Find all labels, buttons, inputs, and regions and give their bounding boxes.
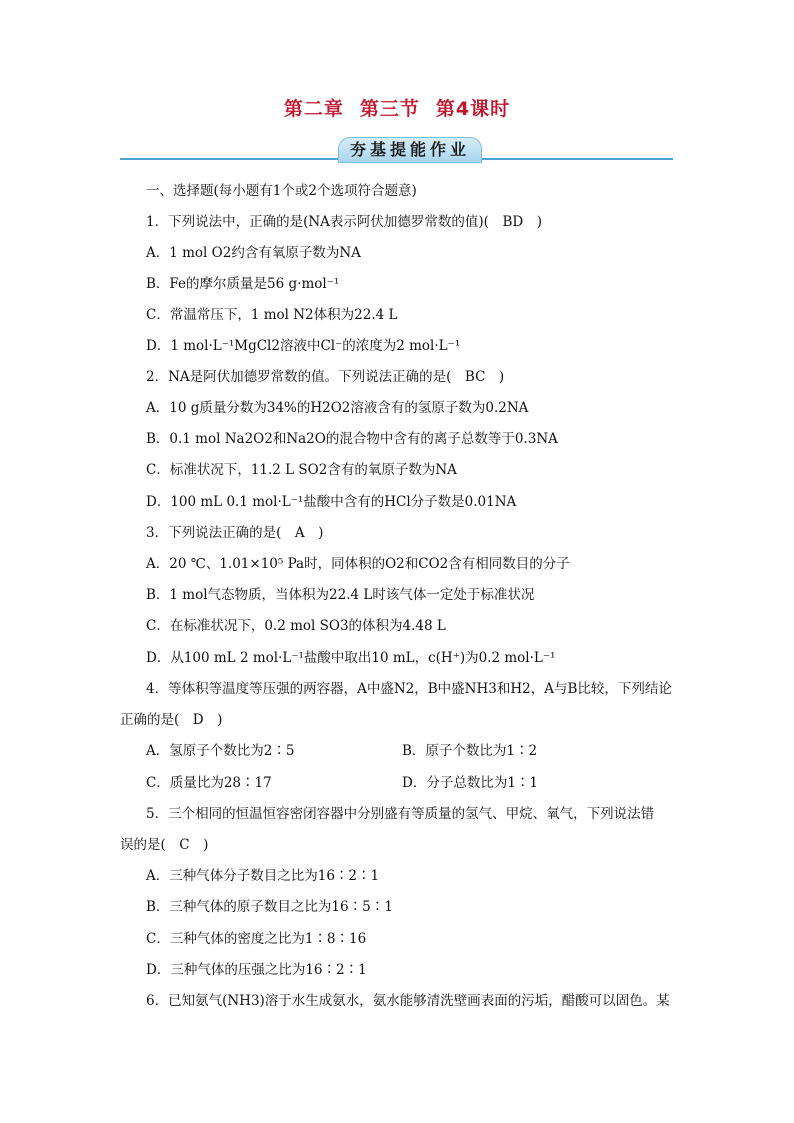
- q5-option-b: B．三种气体的原子数目之比为16∶5∶1: [146, 899, 393, 915]
- q1-stem: 1．下列说法中，正确的是(NA表示阿伏加德罗常数的值)( BD ): [146, 214, 542, 230]
- q1-option-c: C．常温常压下，1 mol N2体积为22.4 L: [146, 307, 398, 323]
- section-heading: 一、选择题(每小题有1个或2个选项符合题意): [146, 183, 417, 199]
- q4-option-a: A．氢原子个数比为2∶5: [146, 743, 295, 759]
- q4-option-c: C．质量比为28∶17: [146, 775, 272, 791]
- q5-stem-line1: 5．三个相同的恒温恒容密闭容器中分别盛有等质量的氢气、甲烷、氧气，下列说法错: [146, 806, 655, 822]
- q3-option-d: D．从100 mL 2 mol·L⁻¹盐酸中取出10 mL，c(H⁺)为0.2 mol·L⁻¹: [146, 650, 556, 666]
- q3-stem: 3．下列说法正确的是( A ): [146, 525, 324, 541]
- q4-stem-line1: 4．等体积等温度等压强的两容器，A中盛N2，B中盛NH3和H2，A与B比较，下列结论: [146, 681, 672, 697]
- q2-stem: 2．NA是阿伏加德罗常数的值。下列说法正确的是( BC ): [146, 369, 505, 385]
- q1-option-a: A．1 mol O2约含有氧原子数为NA: [146, 245, 361, 261]
- title-lesson: 第4课时: [435, 98, 511, 120]
- q2-option-a: A．10 g质量分数为34%的H2O2溶液含有的氢原子数为0.2NA: [146, 400, 529, 416]
- q2-option-d: D．100 mL 0.1 mol·L⁻¹盐酸中含有的HCl分子数是0.01NA: [146, 494, 517, 510]
- q3-option-b: B．1 mol气态物质，当体积为22.4 L时该气体一定处于标准状况: [146, 587, 535, 603]
- q3-option-c: C．在标准状况下，0.2 mol SO3的体积为4.48 L: [146, 618, 446, 634]
- q1-option-b: B．Fe的摩尔质量是56 g·mol⁻¹: [146, 276, 340, 292]
- q5-option-a: A．三种气体分子数目之比为16∶2∶1: [146, 868, 380, 884]
- q1-option-d: D．1 mol·L⁻¹MgCl2溶液中Cl⁻的浓度为2 mol·L⁻¹: [146, 338, 461, 354]
- q2-option-b: B．0.1 mol Na2O2和Na2O的混合物中含有的离子总数等于0.3NA: [146, 431, 558, 447]
- q6-stem-line1: 6．已知氨气(NH3)溶于水生成氨水，氨水能够清洗壁画表面的污垢，醋酸可以固色。某: [146, 993, 670, 1009]
- q2-option-c: C．标准状况下，11.2 L SO2含有的氧原子数为NA: [146, 462, 457, 478]
- q4-option-b: B．原子个数比为1∶2: [402, 743, 538, 759]
- q3-option-a: A．20 ℃、1.01×10⁵ Pa时，同体积的O2和CO2含有相同数目的分子: [146, 556, 570, 572]
- q4-stem-line2: 正确的是( D ): [120, 712, 223, 728]
- title-chapter: 第二章: [283, 98, 344, 120]
- page-title: [0, 94, 794, 121]
- q5-stem-line2: 误的是( C ): [120, 837, 209, 853]
- title-section: 第三节: [359, 98, 420, 120]
- q4-option-d: D．分子总数比为1∶1: [402, 775, 539, 791]
- q5-option-c: C．三种气体的密度之比为1∶8∶16: [146, 931, 367, 947]
- q5-option-d: D．三种气体的压强之比为16∶2∶1: [146, 962, 367, 978]
- section-badge: 夯基提能作业: [338, 137, 482, 163]
